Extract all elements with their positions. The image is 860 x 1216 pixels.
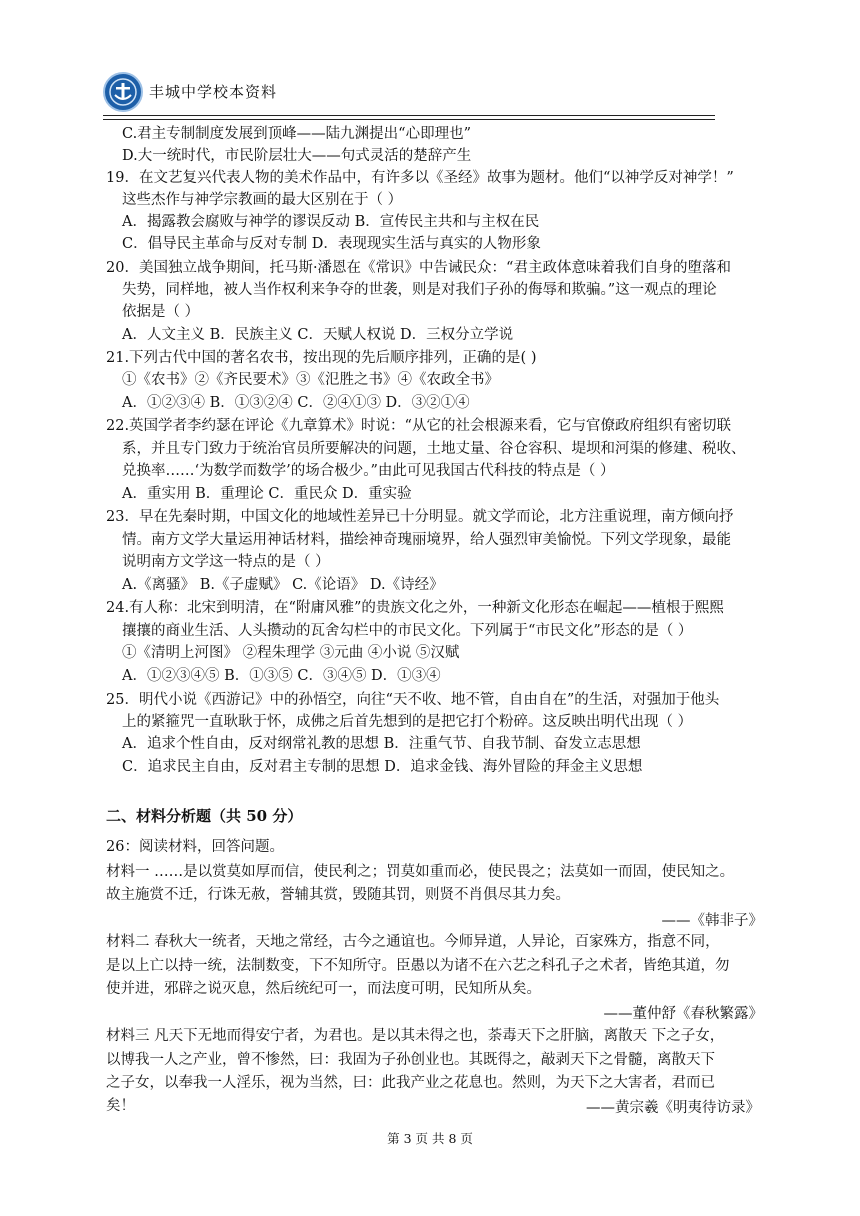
source-attribution: ——《韩非子》 [661, 913, 763, 929]
text-line: 失势，同样地，被人当作权利来争夺的世袭，则是对我们子孙的侮辱和欺骗。”这一观点的理论 [122, 282, 717, 298]
text-line: 是以上亡以持一统，法制数变，下不知所守。臣愚以为诸不在六艺之科孔子之术者，皆绝其道，勿 [106, 958, 730, 974]
text-line: A．①②③④⑤ B．①③⑤ C．③④⑤ D．①③④ [122, 668, 441, 684]
text-line: 依据是（ ） [122, 304, 200, 320]
text-line: ①《农书》②《齐民要术》③《氾胜之书》④《农政全书》 [122, 372, 499, 388]
section-title: 二、材料分析题（共 50 分） [106, 807, 303, 825]
text-line: 材料一 ……是以赏莫如厚而信，使民利之；罚莫如重而必，使民畏之；法莫如一而固，使民知之。 [106, 864, 735, 880]
text-line: 情。南方文学大量运用神话材料，描绘神奇瑰丽境界，给人强烈审美愉悦。下列文学现象，最能 [122, 532, 731, 548]
text-line: 兑换率……‘为数学而数学’的场合极少。”由此可见我国古代科技的特点是（ ） [122, 463, 615, 479]
school-logo-icon [103, 72, 143, 112]
text-line: D.大一统时代，市民阶层壮大——句式灵活的楚辞产生 [122, 148, 472, 164]
text-line: 材料二 春秋大一统者，天地之常经，古今之通谊也。今师异道，人异论，百家殊方，指意不同， [106, 934, 720, 950]
text-line: A．追求个性自由，反对纲常礼教的思想 B．注重气节、自我节制、奋发立志思想 [122, 736, 641, 752]
text-line: 20．美国独立战争期间，托马斯·潘恩在《常识》中告诫民众：“君主政体意味着我们自身的堕落和 [106, 260, 731, 276]
school-name: 丰城中学校本资料 [149, 83, 278, 101]
text-line: 上的紧箍咒一直耿耿于怀，成佛之后首先想到的是把它打个粉碎。这反映出明代出现（ ） [122, 714, 693, 730]
source-attribution: ——黄宗羲《明夷待访录》 [586, 1100, 760, 1116]
text-line: A.《离骚》 B.《子虚赋》 C.《论语》 D.《诗经》 [122, 577, 444, 593]
text-line: 以博我一人之产业，曾不惨然，曰：我固为子孙创业也。其既得之，敲剥天下之骨髓，离散天下 [106, 1052, 715, 1068]
text-line: 这些杰作与神学宗教画的最大区别在于（ ） [122, 192, 403, 208]
text-line: 材料三 凡天下无地而得安宁者，为君也。是以其未得之也，荼毒天下之肝脑，离散天 下之子女， [106, 1028, 725, 1044]
text-line: 说明南方文学这一特点的是（ ） [122, 554, 330, 570]
text-line: 23．早在先秦时期，中国文化的地域性差异已十分明显。就文学而论，北方注重说理，南方倾向抒 [106, 509, 734, 525]
text-line: A．重实用 B．重理论 C．重民众 D．重实验 [122, 486, 412, 502]
text-line: C．追求民主自由，反对君主专制的思想 D．追求金钱、海外冒险的拜金主义思想 [122, 759, 643, 775]
source-attribution: ——董仲舒《春秋繁露》 [603, 1006, 763, 1022]
header-rule-thick [103, 115, 715, 116]
text-line: 系，并且专门致力于统治官员所要解决的问题，土地丈量、谷仓容积、堤坝和河渠的修建、税收、 [122, 441, 746, 457]
text-line: 19．在文艺复兴代表人物的美术作品中，有许多以《圣经》故事为题材。他们“以神学反对神学！” [106, 170, 734, 186]
text-line: 26：阅读材料，回答问题。 [106, 839, 284, 855]
text-line: 矣！ [106, 1098, 135, 1114]
text-line: 之子女，以奉我一人淫乐，视为当然，曰：此我产业之花息也。然则，为天下之大害者，君而已 [106, 1075, 715, 1091]
text-line: ①《清明上河图》 ②程朱理学 ③元曲 ④小说 ⑤汉赋 [122, 645, 460, 661]
header-rule-thin [103, 119, 715, 120]
text-line: 24.有人称：北宋到明清，在“附庸风雅”的贵族文化之外，一种新文化形态在崛起——植根于熙熙 [106, 600, 724, 616]
text-line: 攘攘的商业生活、人头攒动的瓦舍勾栏中的市民文化。下列属于“市民文化”形态的是（ ） [122, 623, 693, 639]
text-line: 25．明代小说《西游记》中的孙悟空，向往“天不收、地不管，自由自在”的生活，对强加于他头 [106, 692, 720, 708]
text-line: C．倡导民主革命与反对专制 D．表现现实生活与真实的人物形象 [122, 236, 541, 252]
text-line: C.君主专制制度发展到顶峰——陆九渊提出“心即理也” [122, 126, 472, 142]
text-line: 21.下列古代中国的著名农书，按出现的先后顺序排列，正确的是( ) [106, 350, 537, 366]
text-line: A．人文主义 B．民族主义 C．天赋人权说 D．三权分立学说 [122, 327, 514, 343]
text-line: A．①②③④ B．①③②④ C．②④①③ D．③②①④ [122, 395, 470, 411]
page-number: 第 3 页 共 8 页 [387, 1131, 473, 1146]
text-line: 故主施赏不迁，行诛无赦，誉辅其赏，毁随其罚，则贤不肖俱尽其力矣。 [106, 887, 570, 903]
text-line: 22.英国学者李约瑟在评论《九章算术》时说：“从它的社会根源来看，它与官僚政府组织有密切联 [106, 418, 731, 434]
page-header [103, 72, 715, 116]
text-line: 使并进，邪辟之说灭息，然后统纪可一，而法度可明，民知所从矣。 [106, 981, 541, 997]
text-line: A．揭露教会腐败与神学的谬误反动 B．宣传民主共和与主权在民 [122, 214, 540, 230]
